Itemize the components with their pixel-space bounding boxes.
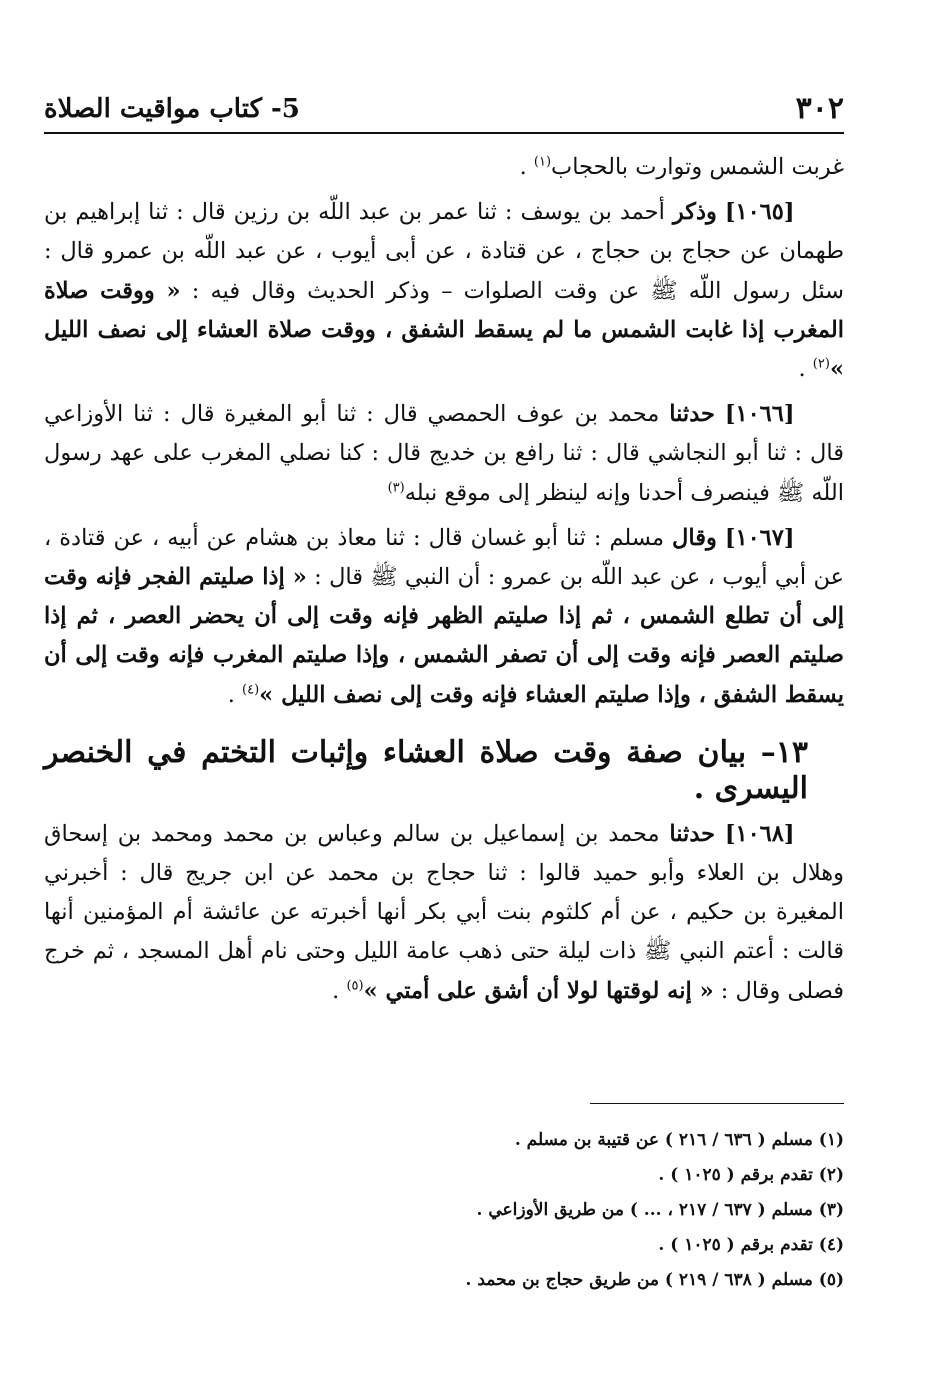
hadith-text: محمد بن عوف الحمصي قال : ثنا أبو المغيرة قال : ثنا الأوزاعي قال : ثنا أبو النجاشي قال : ثنا رافع بن خديج قال : كنا نصلي المغرب على عهد رسول اللّه ﷺ فينصرف أحدنا وإنه لينظر إلى موقع نبله <box>44 401 844 506</box>
footnote-1: (١) مسلم ( ٦٣٦ / ٢١٦ ) عن قتيبة بن مسلم . <box>514 1130 844 1150</box>
hadith-1065 <box>44 193 844 389</box>
footnote-ref-3: (٣) <box>387 480 405 496</box>
hadith-end: . <box>332 977 347 1004</box>
hadith-end: . <box>227 681 243 708</box>
hadith-text: محمد بن إسماعيل بن سالم وعباس بن محمد ومحمد بن إسحاق وهلال بن العلاء وأبو حميد قالوا : ثنا حجاج بن محمد عن ابن جريج قال : أخبرني المغيرة بن حكيم ، عن أم كلثوم بنت أبي بكر أنها أخبرته عن عائشة أم المؤمنين أنها قالت : أعتم النبي ﷺ ذات ليلة حتى ذهب عامة الليل وحتى نام أهل المسجد ، ثم خرج فصلى وقال : <box>44 820 844 1004</box>
footnote-3: (٣) مسلم ( ٦٣٧ / ٢١٧ ، ... ) من طريق الأوزاعي . <box>476 1200 844 1220</box>
hadith-number: [١٠٦٥] <box>724 199 795 226</box>
hadith-1067 <box>44 519 844 715</box>
hadith-end: . <box>798 356 813 383</box>
footnote-5: (٥) مسلم ( ٦٣٨ / ٢١٩ ) من طريق حجاج بن محمد . <box>465 1270 844 1290</box>
hadith-number: [١٠٦٧] <box>724 524 795 551</box>
hadith-1068 <box>44 815 844 1011</box>
footnote-ref-1: (١) <box>533 154 552 170</box>
hadith-quote: « إنه لوقتها لولا أن أشق على أمتي » <box>363 977 714 1004</box>
hadith-number: [١٠٦٨] <box>724 820 795 847</box>
hadith-text: أحمد بن يوسف : ثنا عمر بن عبد اللّه بن رزين قال : ثنا إبراهيم بن طهمان عن حجاج بن حجاج ، عن قتادة ، عن أبى أيوب ، عن عبد اللّه بن عمرو قال : سئل رسول اللّه ﷺ عن وقت الصلوات – وذكر الحديث وقال فيه : <box>44 199 845 304</box>
intro-end: . <box>519 154 534 180</box>
footnote-separator <box>590 1103 844 1104</box>
hadith-number: [١٠٦٦] <box>724 401 795 428</box>
hadith-keyword: حدثنا <box>669 401 715 428</box>
intro-paragraph <box>44 148 844 187</box>
footnote-ref-5: (٥) <box>346 978 364 994</box>
hadith-quote: « ووقت صلاة المغرب إذا غابت الشمس ما لم يسقط الشفق ، ووقت صلاة العشاء إلى نصف الليل » <box>44 277 844 383</box>
hadith-quote: « إذا صليتم الفجر فإنه وقت إلى أن تطلع الشمس ، ثم إذا صليتم الظهر فإنه وقت إلى أن يحضر العصر ، ثم إذا صليتم العصر فإنه وقت إلى أن تصفر الشمس ، وإذا صليتم المغرب فإنه وقت إلى أن يسقط الشفق ، وإذا صليتم العشاء فإنه وقت إلى نصف الليل » <box>44 564 844 708</box>
hadith-1066 <box>44 395 844 513</box>
page-body <box>44 148 844 1017</box>
chapter-title: 5- كتاب مواقيت الصلاة <box>44 94 300 124</box>
footnote-ref-4: (٤) <box>242 682 260 698</box>
section-heading: ١٣– بيان صفة وقت صلاة العشاء وإثبات التختم في الخنصر اليسرى . <box>44 734 808 806</box>
hadith-keyword: وذكر <box>672 199 717 226</box>
page-number: ٣٠٢ <box>795 91 844 126</box>
hadith-keyword: وقال <box>672 524 717 551</box>
footnote-2: (٢) تقدم برقم ( ١٠٢٥ ) . <box>658 1165 844 1185</box>
footnote-4: (٤) تقدم برقم ( ١٠٢٥ ) . <box>658 1235 844 1255</box>
page-header <box>44 78 844 134</box>
intro-text: غربت الشمس وتوارت بالحجاب <box>551 154 844 180</box>
footnote-ref-2: (٢) <box>812 356 830 372</box>
hadith-keyword: حدثنا <box>669 820 716 847</box>
footnotes <box>284 1123 844 1298</box>
hadith-text: مسلم : ثنا أبو غسان قال : ثنا معاذ بن هشام عن أبيه ، عن قتادة ، عن أبي أيوب ، عن عبد اللّه بن عمرو : أن النبي ﷺ قال : <box>44 524 844 591</box>
